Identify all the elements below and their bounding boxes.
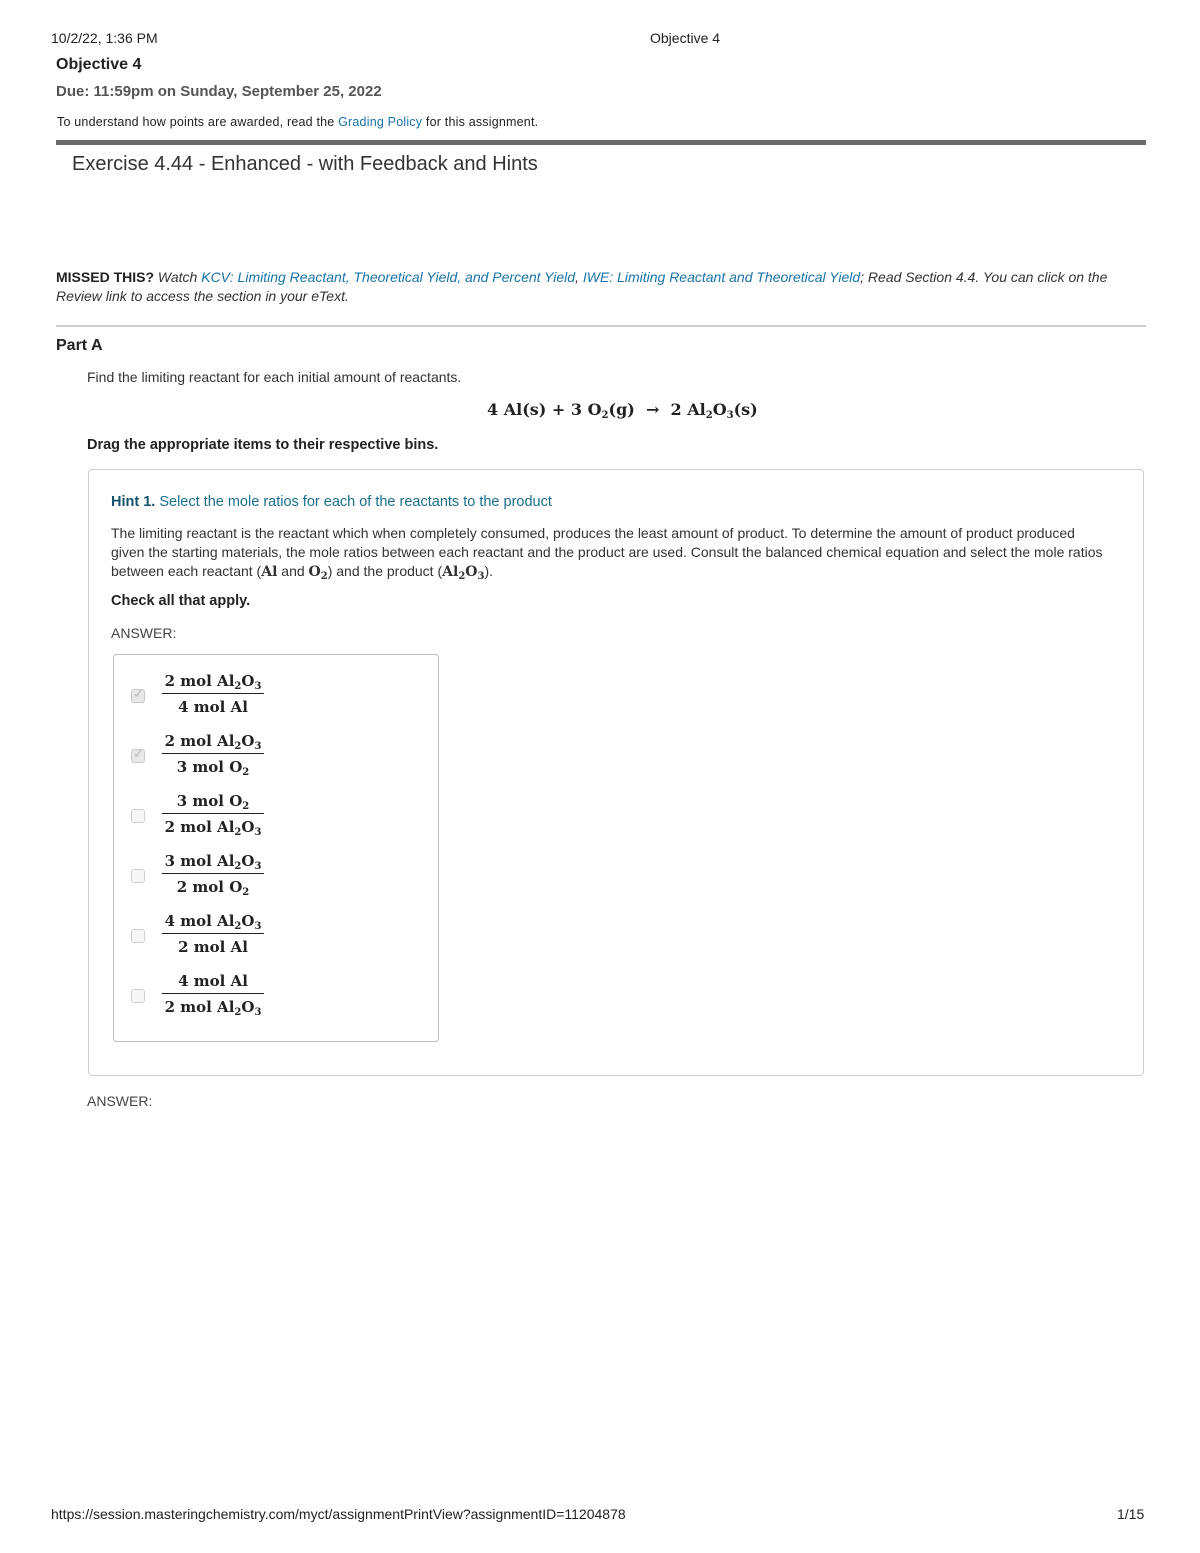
iwe-video-link[interactable]: IWE: Limiting Reactant and Theoretical Yield [582,269,861,285]
missed-this-label: MISSED THIS? [56,269,155,285]
grading-policy-note [57,115,538,129]
footer-url: https://session.masteringchemistry.com/myct/assignmentPrintView?assignmentID=11204878 [51,1506,626,1522]
missed-this-note [56,268,1146,306]
ratio-numerator: 2 mol $Al_2O_3$ [162,669,264,694]
ratio-numerator: 3 mol $Al_2O_3$ [162,849,264,874]
mole-ratio-fraction [162,789,264,838]
hint-end: ). [484,563,494,579]
ratio-numerator: 2 mol $Al_2O_3$ [162,729,264,754]
mole-ratio-fraction [162,969,264,1018]
checkbox[interactable] [131,929,145,943]
ratio-denominator: 2 mol $O_2$ [176,878,250,898]
kcv-video-link[interactable]: KCV: Limiting Reactant, Theoretical Yield, and Percent Yield [201,269,576,285]
missed-rest: ; Read Section 4.4. You can click on the Review link to access the section in your eText. [56,269,1108,304]
hint-and: and [281,563,305,579]
hint-body [111,524,1111,586]
hint-al2o3: $Al_2O_3$ [442,564,485,582]
hint-1-title[interactable] [111,494,552,510]
hint-body-text: The limiting reactant is the reactant which when completely consumed, produces the least amount of product. To determine the amount of product produced given the starting materials, the mole ratios between each reactant and the product are used. Consult the balanced chemical equation and select the mole ratios between each reactant ( [111,525,1103,579]
drag-instruction: Drag the appropriate items to their respective bins. [87,437,439,453]
part-a-title: Part A [56,337,103,354]
assignment-title: Objective 4 [56,56,142,73]
policy-suffix: for this assignment. [425,115,539,129]
ratio-numerator: 4 mol Al [162,969,264,994]
checkbox[interactable] [131,869,145,883]
mole-ratio-fraction [162,849,264,898]
missed-separator: , [575,269,579,285]
checkbox[interactable] [131,989,145,1003]
ratio-numerator: 3 mol $O_2$ [162,789,264,814]
check-all-instruction: Check all that apply. [111,593,251,609]
section-divider [56,140,1146,145]
hint-al: Al [261,564,278,580]
part-divider [56,325,1146,327]
ratio-numerator: 4 mol $Al_2O_3$ [162,909,264,934]
ratio-denominator: 3 mol $O_2$ [176,758,250,778]
chemical-equation: 4 Al(s) + 3 $O_2(g) \to 2$ $Al_2O_3(s)$ [487,400,758,421]
ratio-denominator: 4 mol Al [178,698,248,716]
hint-mid: ) and the product ( [327,563,443,579]
print-page-title: Objective 4 [650,30,721,46]
hint-answer-label: ANSWER: [111,625,177,641]
policy-prefix: To understand how points are awarded, read the [57,115,335,129]
due-date: Due: 11:59pm on Sunday, September 25, 2022 [56,83,382,100]
missed-watch: Watch [157,269,198,285]
exercise-title: Exercise 4.44 - Enhanced - with Feedback and Hints [72,153,538,175]
footer-page-number: 1/15 [1117,1506,1145,1522]
ratio-denominator: 2 mol $Al_2O_3$ [164,998,262,1018]
mole-ratio-fraction [162,909,264,958]
checked-checkbox[interactable] [131,689,145,703]
checkbox[interactable] [131,809,145,823]
hint-label: Hint 1. [111,494,156,510]
hint-o2: $O_2$ [308,564,328,582]
ratio-denominator: 2 mol $Al_2O_3$ [164,818,262,838]
checked-checkbox[interactable] [131,749,145,763]
part-a-prompt: Find the limiting reactant for each initial amount of reactants. [87,369,462,385]
mole-ratio-fraction [162,729,264,778]
grading-policy-link[interactable]: Grading Policy [338,115,423,129]
part-a-answer-label: ANSWER: [87,1093,153,1109]
hint-title-text: Select the mole ratios for each of the reactants to the product [159,494,552,510]
mole-ratio-fraction [162,669,264,718]
ratio-denominator: 2 mol Al [178,938,248,956]
print-datetime: 10/2/22, 1:36 PM [51,30,158,46]
